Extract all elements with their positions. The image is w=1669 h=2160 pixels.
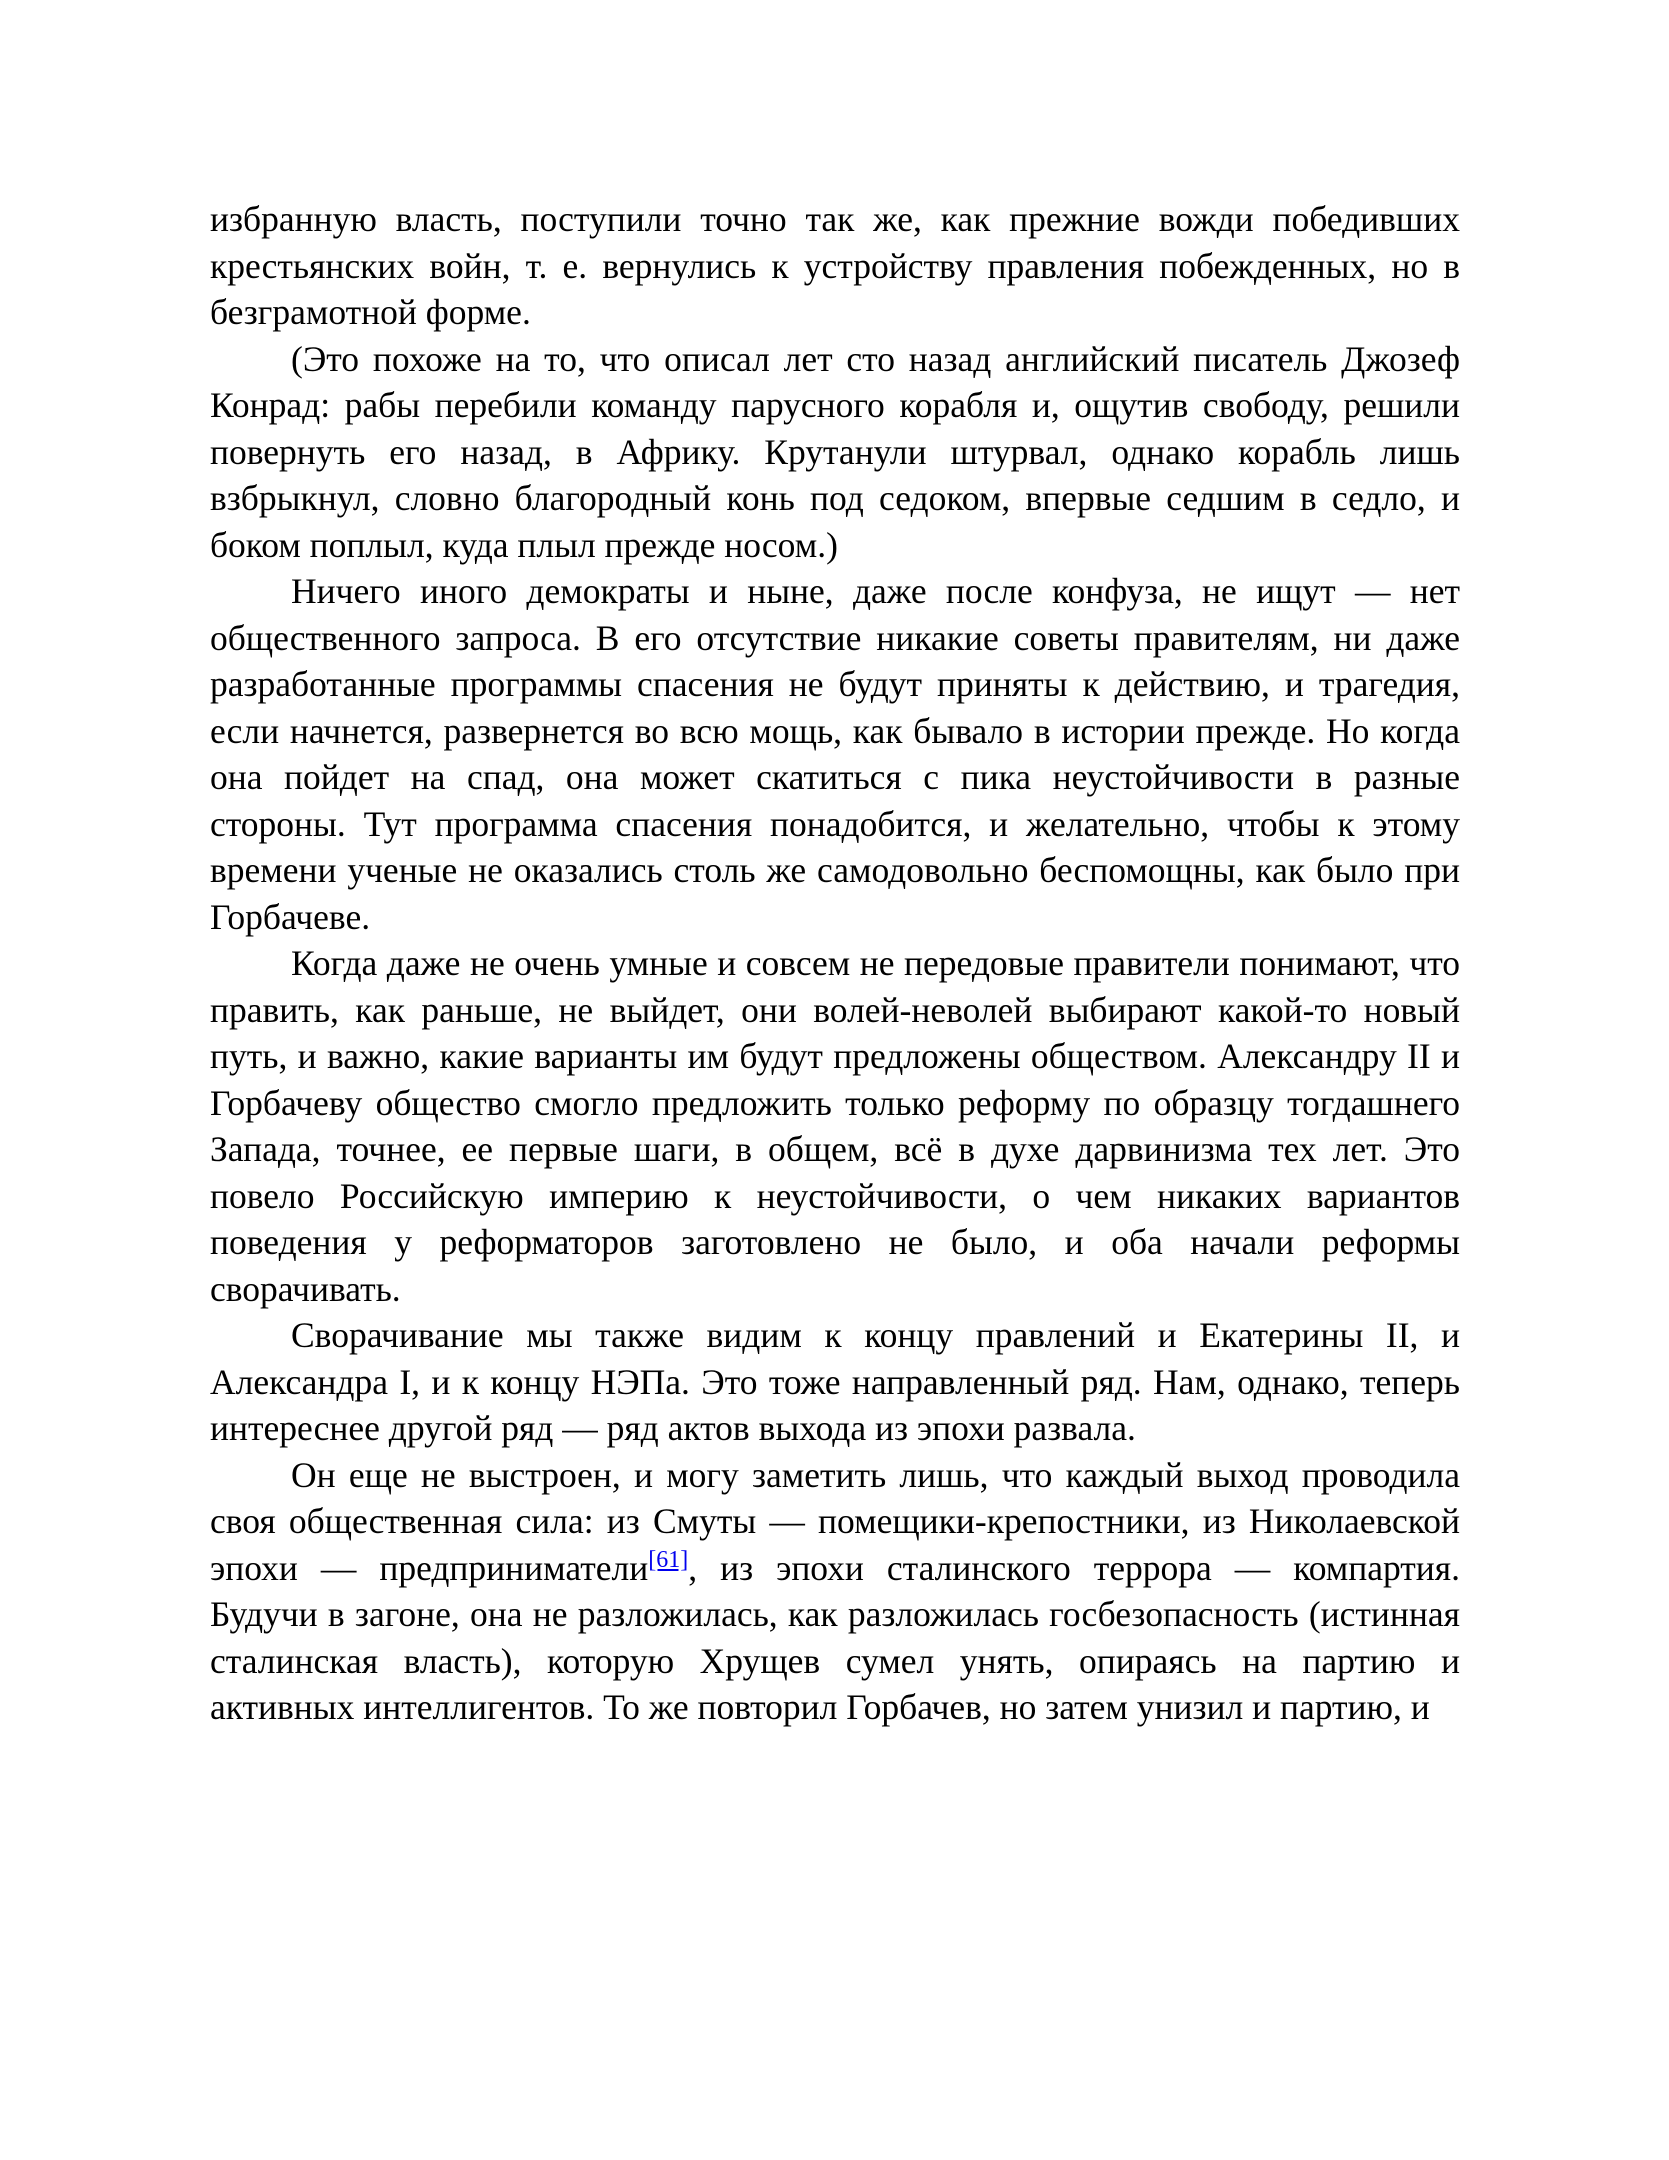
paragraph-6-text-after: , из эпохи сталинского террора — компартия. Будучи в загоне, она не разложилась, как разложилась госбезопасность (истинная сталинская власть), которую Хрущев сумел унять, опираясь на партию и активных интеллигентов. То же повторил Горбачев, но затем унизил и партию, и [210,1547,1461,1727]
footnote-link-61[interactable]: [61] [648,1546,689,1573]
paragraph-2: (Это похоже на то, что описал лет сто назад английский писатель Джозеф Конрад: рабы перебили команду парусного корабля и, ощутив свободу, решили повернуть его назад, в Африку. Крутанули штурвал, однако корабль лишь взбрыкнул, словно благородный конь под седоком, впервые седшим в седло, и боком поплыл, куда плыл прежде носом.) [210,338,1460,565]
paragraph-6 [210,1452,1460,1731]
paragraph-1: избранную власть, поступили точно так же, как прежние вожди победивших крестьянских войн, т. е. вернулись к устройству правления побежденных, но в безграмотной форме. [210,199,1460,332]
paragraph-4: Когда даже не очень умные и совсем не передовые правители понимают, что править, как раньше, не выйдет, они волей-неволей выбирают какой-то новый путь, и важно, какие варианты им будут предложены обществом. Александру II и Горбачеву общество смогло предложить только реформу по образцу тогдашнего Запада, точнее, ее первые шаги, в общем, всё в духе дарвинизма тех лет. Это повело Российскую империю к неустойчивости, о чем никаких вариантов поведения у реформаторов заготовлено не было, и оба начали реформы сворачивать. [210,943,1460,1309]
paragraph-6-text-before: Он еще не выстроен, и могу заметить лишь, что каждый выход проводила своя общественная сила: из Смуты — помещики-крепостники, из Николаевской эпохи — предприниматели [210,1454,1460,1588]
paragraph-3: Ничего иного демократы и ныне, даже после конфуза, не ищут — нет общественного запроса. В его отсутствие никакие советы правителям, ни даже разработанные программы спасения не будут приняты к действию, и трагедия, если начнется, развернется во всю мощь, как бывало в истории прежде. Но когда она пойдет на спад, она может скатиться с пика неустойчивости в разные стороны. Тут программа спасения понадобится, и желательно, чтобы к этому времени ученые не оказались столь же самодовольно беспомощны, как было при Горбачеве. [210,571,1460,937]
document-page [210,196,1460,1731]
paragraph-5: Сворачивание мы также видим к концу правлений и Екатерины II, и Александра I, и к концу НЭПа. Это тоже направленный ряд. Нам, однако, теперь интереснее другой ряд — ряд актов выхода из эпохи развала. [210,1315,1460,1448]
